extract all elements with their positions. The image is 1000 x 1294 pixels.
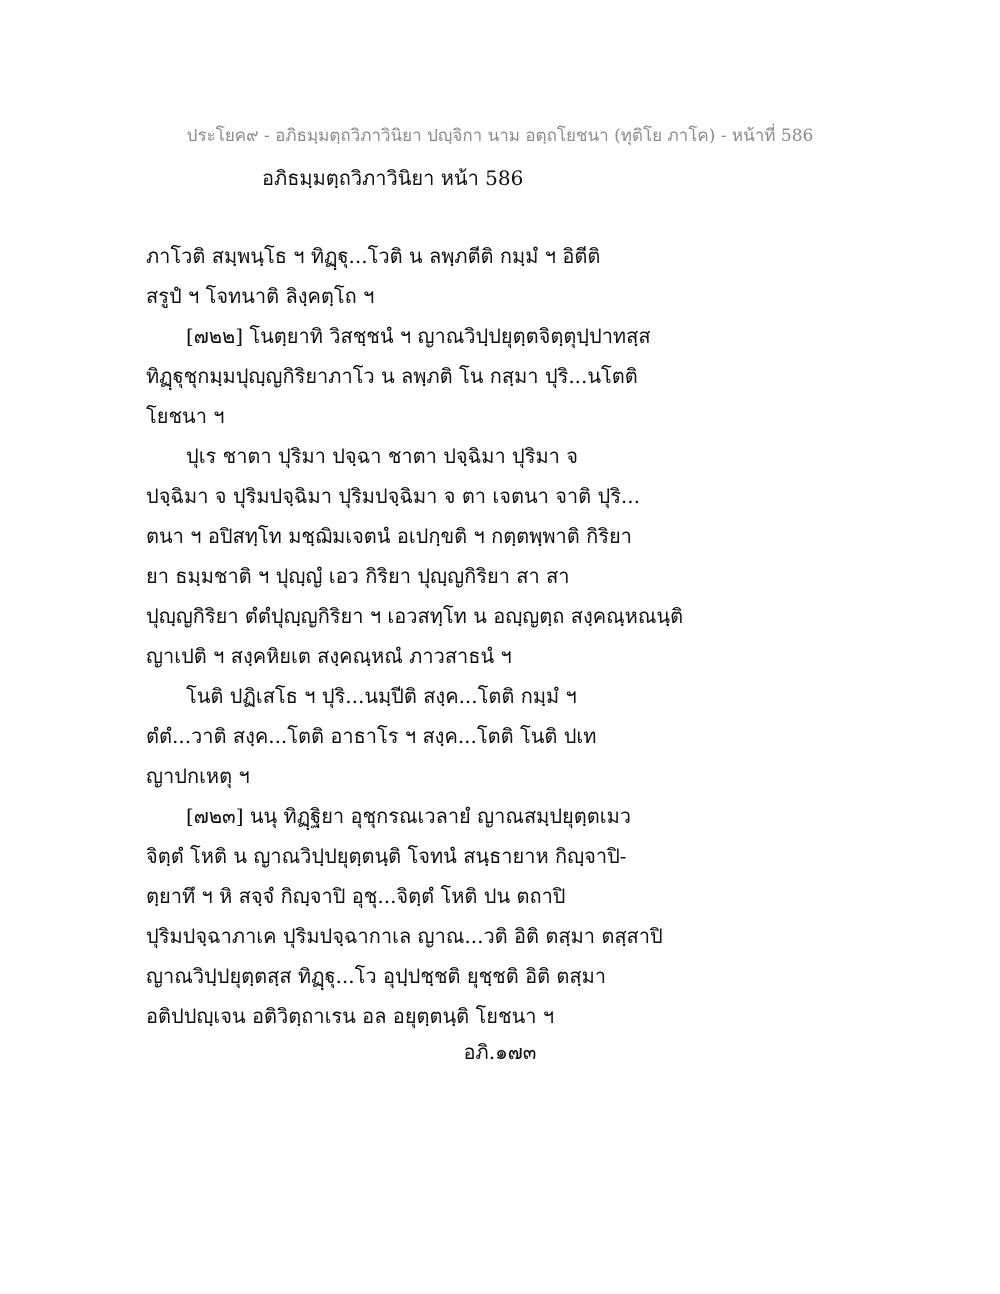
- text-line: [๗๒๒] โนตฺยาทิ วิสชฺชนํ ฯ ญาณวิปฺปยุตฺตจิตฺตุปฺปาทสฺส: [186, 324, 651, 348]
- text-line: โยชนา ฯ: [146, 404, 225, 428]
- text-line: ปจฺฉิมา จ ปุริมปจฺฉิมา ปุริมปจฺฉิมา จ ตา เจตนา จาติ ปุริ...: [146, 484, 641, 508]
- text-line: ตํตํ...วาติ สงฺค...โตติ อาธาโร ฯ สงฺค...โตติ โนติ ปเท: [146, 724, 597, 748]
- text-line: ญาปกเหตุ ฯ: [146, 764, 250, 788]
- text-line: ตฺยาทึ ฯ หิ สจฺจํ กิญฺจาปิ อุชุ...จิตฺตํ โหติ ปน ตถาปิ: [146, 884, 566, 908]
- text-line: ญาณวิปฺปยุตฺตสฺส ทิฏฺฐุ...โว อุปฺปชฺชติ ยุชฺชติ อิติ ตสฺมา: [146, 964, 607, 988]
- text-line: โนติ ปฏิเสโธ ฯ ปุริ...นมฺปีติ สงฺค...โตติ กมฺมํ ฯ: [186, 684, 577, 708]
- text-line: ภาโวติ สมฺพนฺโธ ฯ ทิฏฺฐุ...โวติ น ลพฺภตีติ กมฺมํ ฯ อิตีติ: [146, 244, 601, 268]
- text-line: จิตฺตํ โหติ น ญาณวิปฺปยุตฺตนฺติ โจทนํ สนฺธายาห กิญฺจาปิ-: [146, 844, 627, 868]
- text-line: อติปปญฺเจน อติวิตฺถาเรน อล อยุตฺตนฺติ โยชนา ฯ: [146, 1004, 555, 1028]
- text-line: ปุเร ชาตา ปุริมา ปจฺฉา ชาตา ปจฺฉิมา ปุริมา จ: [186, 444, 578, 468]
- text-line: ทิฏฺฐุชุกมฺมปุญฺญกิริยาภาโว น ลพฺภติ โน กสฺมา ปุริ...นโตติ: [146, 364, 638, 388]
- body-text: [146, 236, 866, 1036]
- text-line: สรูปํ ฯ โจทนาติ ลิงฺคตฺโถ ฯ: [146, 284, 375, 308]
- page-footer-reference: อภิ.๑๗๓: [463, 1040, 537, 1064]
- text-line: [๗๒๓] นนุ ทิฏฺฐิยา อุชุกรณเวลายํ ญาณสมฺปยุตฺตเมว: [186, 804, 631, 828]
- running-header: ประโยค๙ - อภิธมฺมตฺถวิภาวินิยา ปญฺจิกา นาม อตฺถโยชนา (ทุติโย ภาโค) - หน้าที่ 586: [186, 126, 814, 146]
- text-line: ปุญฺญกิริยา ตํตํปุญฺญกิริยา ฯ เอวสทฺโท น อญฺญตฺถ สงฺคณฺหณนฺติ: [146, 604, 684, 628]
- text-line: ตนา ฯ อปิสทฺโท มชฺฌิมเจตนํ อเปกฺขติ ฯ กตฺตพฺพาติ กิริยา: [146, 524, 632, 548]
- page-title: อภิธมฺมตฺถวิภาวินิยา หน้า 586: [262, 166, 524, 190]
- text-line: ปุริมปจฺฉาภาเค ปุริมปจฺฉากาเล ญาณ...วติ อิติ ตสฺมา ตสฺสาปิ: [146, 924, 663, 948]
- text-line: ญาเปติ ฯ สงฺคหิยเต สงฺคณฺหณํ ภาวสาธนํ ฯ: [146, 644, 512, 668]
- text-line: ยา ธมฺมชาติ ฯ ปุญฺญํ เอว กิริยา ปุญฺญกิริยา สา สา: [146, 564, 570, 588]
